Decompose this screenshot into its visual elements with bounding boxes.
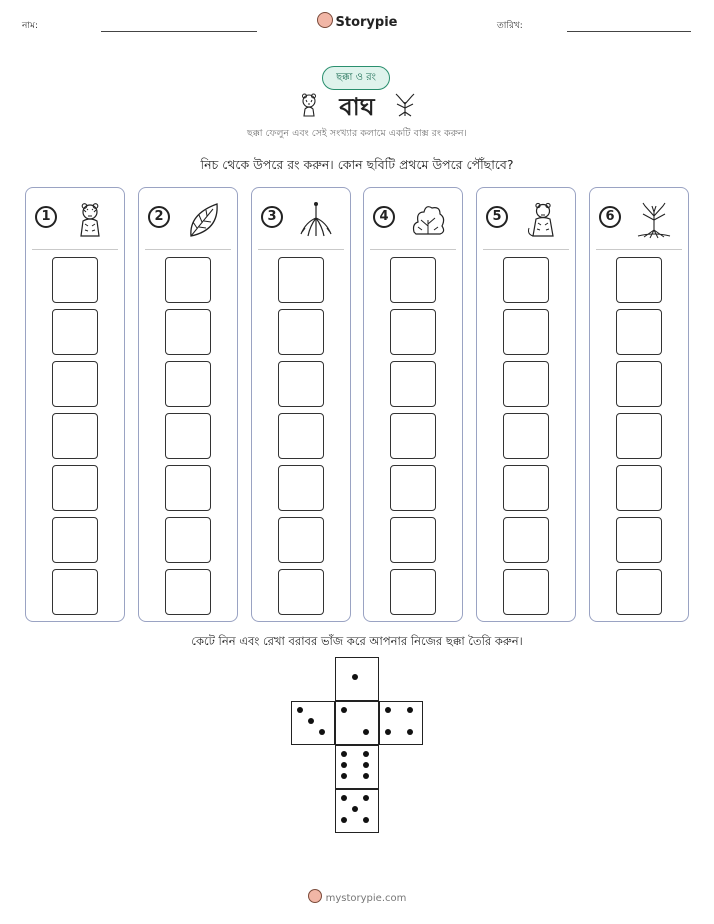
color-box[interactable] [503, 309, 549, 355]
dice-face [335, 657, 379, 701]
color-box[interactable] [503, 569, 549, 615]
activity-badge: ছক্কা ও রং [322, 66, 390, 90]
column-number: 3 [261, 206, 283, 228]
color-box[interactable] [390, 309, 436, 355]
dice-pip [319, 729, 325, 735]
color-box[interactable] [52, 309, 98, 355]
dice-pip [363, 762, 369, 768]
instruction: নিচ থেকে উপরে রং করুন। কোন ছবিটি প্রথমে উপরে পৌঁছাবে? [200, 157, 514, 172]
dice-pip [341, 795, 347, 801]
color-box[interactable] [278, 413, 324, 459]
dice-pip [385, 707, 391, 713]
dice-pip [407, 729, 413, 735]
color-box[interactable] [165, 361, 211, 407]
color-box[interactable] [390, 361, 436, 407]
tiger-icon [70, 200, 110, 240]
race-column [589, 187, 689, 622]
color-box[interactable] [390, 569, 436, 615]
race-column [476, 187, 576, 622]
color-box[interactable] [503, 413, 549, 459]
column-divider [596, 249, 682, 250]
color-box[interactable] [165, 465, 211, 511]
column-divider [32, 249, 118, 250]
dice-pip [341, 707, 347, 713]
column-number: 2 [148, 206, 170, 228]
dice-pip [352, 806, 358, 812]
color-box[interactable] [165, 569, 211, 615]
page-title: বাঘ [339, 93, 375, 121]
dice-pip [363, 773, 369, 779]
color-box[interactable] [165, 517, 211, 563]
color-box[interactable] [616, 257, 662, 303]
dice-face [335, 789, 379, 833]
color-box[interactable] [52, 257, 98, 303]
race-column [138, 187, 238, 622]
color-box[interactable] [390, 465, 436, 511]
color-box[interactable] [278, 465, 324, 511]
color-box[interactable] [503, 517, 549, 563]
dice-pip [341, 817, 347, 823]
color-box[interactable] [616, 309, 662, 355]
dice-face [335, 701, 379, 745]
column-divider [258, 249, 344, 250]
dice-pip [363, 751, 369, 757]
dice-pip [341, 773, 347, 779]
color-box[interactable] [278, 361, 324, 407]
dice-pip [297, 707, 303, 713]
column-number: 1 [35, 206, 57, 228]
mangrove-icon [392, 92, 418, 118]
brand-name: Storypie [335, 15, 398, 30]
color-box[interactable] [616, 465, 662, 511]
name-line[interactable] [101, 31, 257, 32]
dice-pip [352, 674, 358, 680]
column-divider [483, 249, 569, 250]
color-box[interactable] [503, 465, 549, 511]
column-divider [145, 249, 231, 250]
name-label: নাম: [22, 21, 39, 31]
color-box[interactable] [616, 517, 662, 563]
dice-face [291, 701, 335, 745]
color-box[interactable] [165, 309, 211, 355]
storypie-footer-icon [308, 889, 322, 903]
tiger-sitting-icon [521, 200, 561, 240]
column-number: 5 [486, 206, 508, 228]
color-box[interactable] [165, 257, 211, 303]
dice-pip [308, 718, 314, 724]
color-box[interactable] [278, 517, 324, 563]
dice-pip [363, 817, 369, 823]
dice-pip [385, 729, 391, 735]
color-box[interactable] [278, 569, 324, 615]
roots-icon [296, 200, 336, 240]
dice-pip [341, 751, 347, 757]
dice-pip [363, 795, 369, 801]
date-line[interactable] [567, 31, 691, 32]
dice-pip [341, 762, 347, 768]
color-box[interactable] [503, 361, 549, 407]
color-box[interactable] [52, 465, 98, 511]
footer [0, 889, 714, 904]
race-column [363, 187, 463, 622]
column-number: 6 [599, 206, 621, 228]
dice-face [379, 701, 423, 745]
date-label: তারিখ: [497, 21, 523, 31]
cut-instruction: কেটে নিন এবং রেখা বরাবর ভাঁজ করে আপনার নিজের ছক্কা তৈরি করুন। [191, 634, 523, 648]
color-box[interactable] [616, 361, 662, 407]
color-box[interactable] [503, 257, 549, 303]
brand-logo [0, 12, 714, 30]
storypie-logo-icon [317, 12, 333, 28]
column-number: 4 [373, 206, 395, 228]
color-box[interactable] [52, 413, 98, 459]
race-column [25, 187, 125, 622]
bush-icon [408, 200, 448, 240]
color-box[interactable] [390, 257, 436, 303]
color-box[interactable] [616, 569, 662, 615]
color-box[interactable] [616, 413, 662, 459]
dice-pip [363, 729, 369, 735]
color-box[interactable] [390, 413, 436, 459]
color-box[interactable] [52, 517, 98, 563]
subtitle: ছক্কা ফেলুন এবং সেই সংখ্যার কলামে একটি বাক্স রং করুন। [247, 128, 467, 139]
leaf-icon [183, 200, 223, 240]
column-divider [370, 249, 456, 250]
dice-pip [407, 707, 413, 713]
footer-url: mystorypie.com [325, 893, 407, 904]
dice-face [335, 745, 379, 789]
color-box[interactable] [52, 361, 98, 407]
color-box[interactable] [52, 569, 98, 615]
color-box[interactable] [278, 309, 324, 355]
color-box[interactable] [278, 257, 324, 303]
color-box[interactable] [165, 413, 211, 459]
mangrove-icon [634, 200, 674, 240]
color-box[interactable] [390, 517, 436, 563]
race-column [251, 187, 351, 622]
